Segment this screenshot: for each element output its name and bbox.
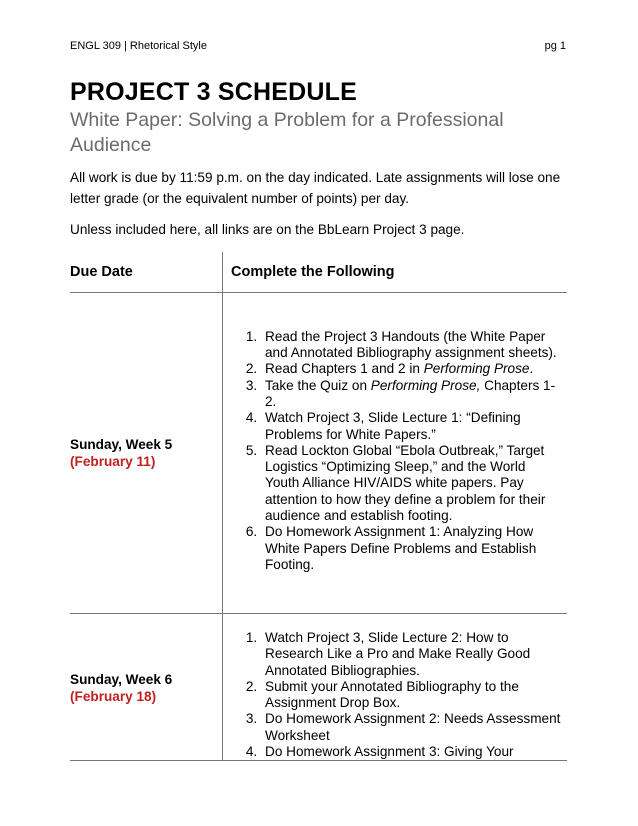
due-day: Sunday, Week 6 — [70, 672, 173, 688]
late-policy-text: All work is due by 11:59 p.m. on the day indicated. Late assignments will lose one letter grade (or the equivalent number of points) per day. — [70, 170, 561, 206]
tasks-cell — [223, 614, 568, 761]
table-row — [70, 293, 567, 614]
task-item: 3. Take the Quiz on Performing Prose, Chapters 1-2. — [261, 378, 561, 411]
page-title: PROJECT 3 SCHEDULE — [70, 78, 357, 106]
task-item: 4. Do Homework Assignment 3: Giving Your — [261, 744, 561, 760]
page-subtitle: White Paper: Solving a Problem for a Professional Audience — [70, 109, 504, 156]
due-date: (February 11) — [70, 454, 156, 469]
page-number: pg 1 — [544, 40, 566, 52]
book-title: Performing Prose, — [370, 377, 481, 393]
task-item: 2. Read Chapters 1 and 2 in Performing Prose. — [261, 361, 561, 377]
column-header-tasks: Complete the Following — [223, 252, 568, 293]
due-date-cell — [70, 614, 223, 761]
book-title: Performing Prose — [423, 361, 530, 377]
due-day: Sunday, Week 5 — [70, 437, 173, 452]
task-list — [223, 313, 567, 593]
page-header — [70, 40, 566, 52]
course-label: ENGL 309 | Rhetorical Style — [70, 40, 207, 52]
links-note: Unless included here, all links are on the BbLearn Project 3 page. — [70, 222, 465, 237]
task-item: 5. Read Lockton Global “Ebola Outbreak,” Target Logistics “Optimizing Sleep,” and the World Youth Alliance HIV/AIDS white papers. Pay attention to how they define a problem for their audience and establish footing. — [261, 443, 561, 524]
due-date: (February 18) — [70, 689, 157, 705]
column-header-due-date: Due Date — [70, 252, 223, 293]
task-item: 4. Watch Project 3, Slide Lecture 1: “Defining Problems for White Papers.” — [261, 410, 561, 443]
task-list — [223, 614, 567, 760]
table-row — [70, 614, 567, 761]
task-item: 2. Submit your Annotated Bibliography to the Assignment Drop Box. — [261, 679, 561, 712]
due-date-cell — [70, 293, 223, 614]
schedule-table — [70, 252, 567, 761]
task-item: 1. Read the Project 3 Handouts (the White Paper and Annotated Bibliography assignment sheets). — [261, 329, 561, 362]
task-item: 1. Watch Project 3, Slide Lecture 2: How to Research Like a Pro and Make Really Good Annotated Bibliographies. — [261, 630, 561, 679]
tasks-cell — [223, 293, 568, 614]
table-header-row — [70, 252, 567, 293]
task-item: 3. Do Homework Assignment 2: Needs Assessment Worksheet — [261, 711, 561, 744]
task-item: 6. Do Homework Assignment 1: Analyzing How White Papers Define Problems and Establish Footing. — [261, 524, 561, 573]
